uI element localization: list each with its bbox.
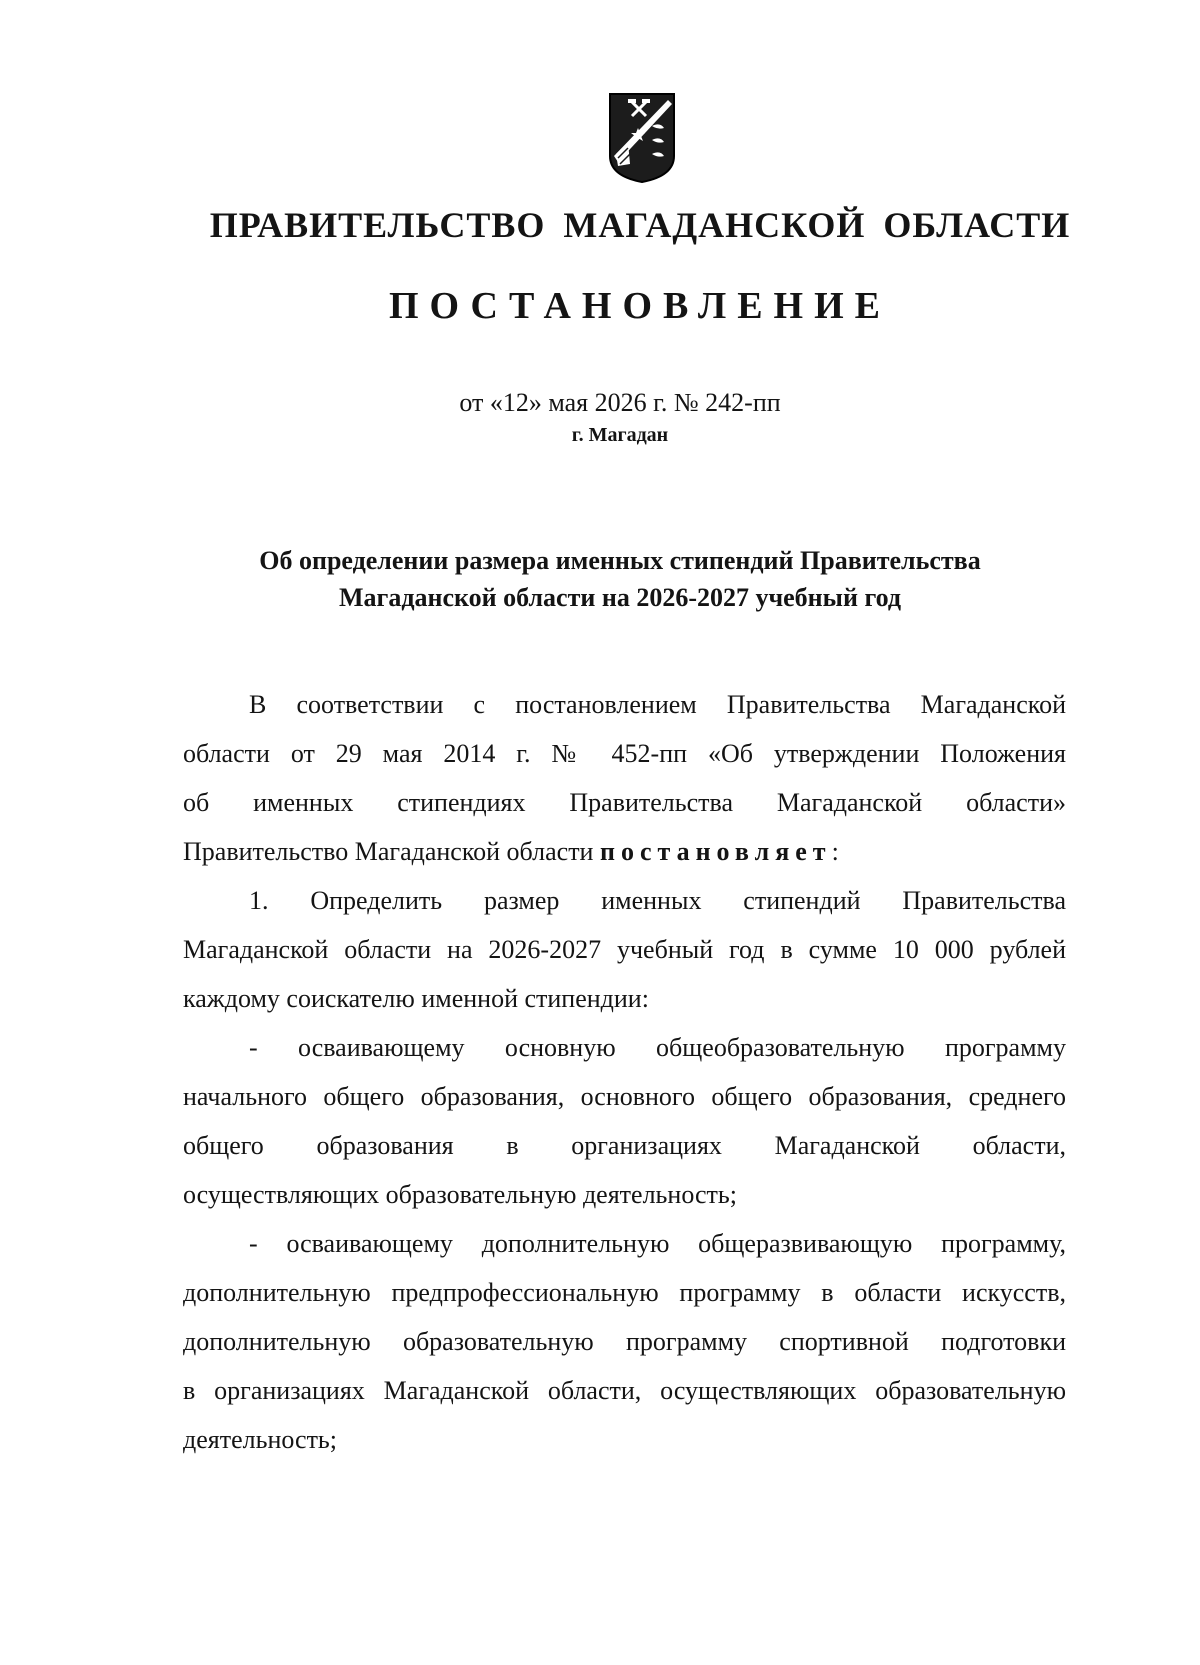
subject-line: Об определении размера именных стипендий Правительства xyxy=(259,546,981,575)
item-line: 1. Определить размер именных стипендий Правительства xyxy=(249,886,1066,915)
date-number-line: от «12» мая 2026 г. № 242-пп xyxy=(459,388,781,417)
bullet-line: общего образования в организациях Магаданской области, xyxy=(183,1131,1066,1160)
preamble-line: области от 29 мая 2014 г. № 452-пп «Об утверждении Положения xyxy=(183,739,1066,768)
document-body xyxy=(183,680,1066,1464)
item-line: Магаданской области на 2026-2027 учебный год в сумме 10 000 рублей xyxy=(183,935,1066,964)
bullet-line: - осваивающему основную общеобразовательную программу xyxy=(249,1033,1066,1062)
document-subject xyxy=(0,542,1200,616)
preamble-line: об именных стипендиях Правительства Магаданской области» xyxy=(183,788,1066,817)
bullet-line: деятельность; xyxy=(183,1425,338,1454)
city-name: г. Магадан xyxy=(571,424,669,446)
colon: : xyxy=(831,837,839,866)
resolves-word: постановляет xyxy=(599,837,832,866)
bullet-line: дополнительную предпрофессиональную программу в области искусств, xyxy=(183,1278,1066,1307)
bullet-line: - осваивающему дополнительную общеразвивающую программу, xyxy=(249,1229,1066,1258)
subject-line: Магаданской области на 2026-2027 учебный год xyxy=(338,583,902,612)
preamble-line: В соответствии с постановлением Правительства Магаданской xyxy=(249,690,1066,719)
government-title: ПРАВИТЕЛЬСТВО МАГАДАНСКОЙ ОБЛАСТИ xyxy=(209,205,1071,245)
preamble-text: Правительство Магаданской области xyxy=(183,837,600,866)
preamble-line xyxy=(183,827,1066,876)
bullet-line: дополнительную образовательную программу спортивной подготовки xyxy=(183,1327,1066,1356)
item-line: каждому соискателю именной стипендии: xyxy=(183,984,649,1013)
document-type: ПОСТАНОВЛЕНИЕ xyxy=(388,285,892,327)
bullet-line: в организациях Магаданской области, осуществляющих образовательную xyxy=(183,1376,1066,1405)
bullet-line: начального общего образования, основного общего образования, среднего xyxy=(183,1082,1066,1111)
coat-of-arms-icon xyxy=(608,92,676,184)
bullet-line: осуществляющих образовательную деятельность; xyxy=(183,1180,737,1209)
